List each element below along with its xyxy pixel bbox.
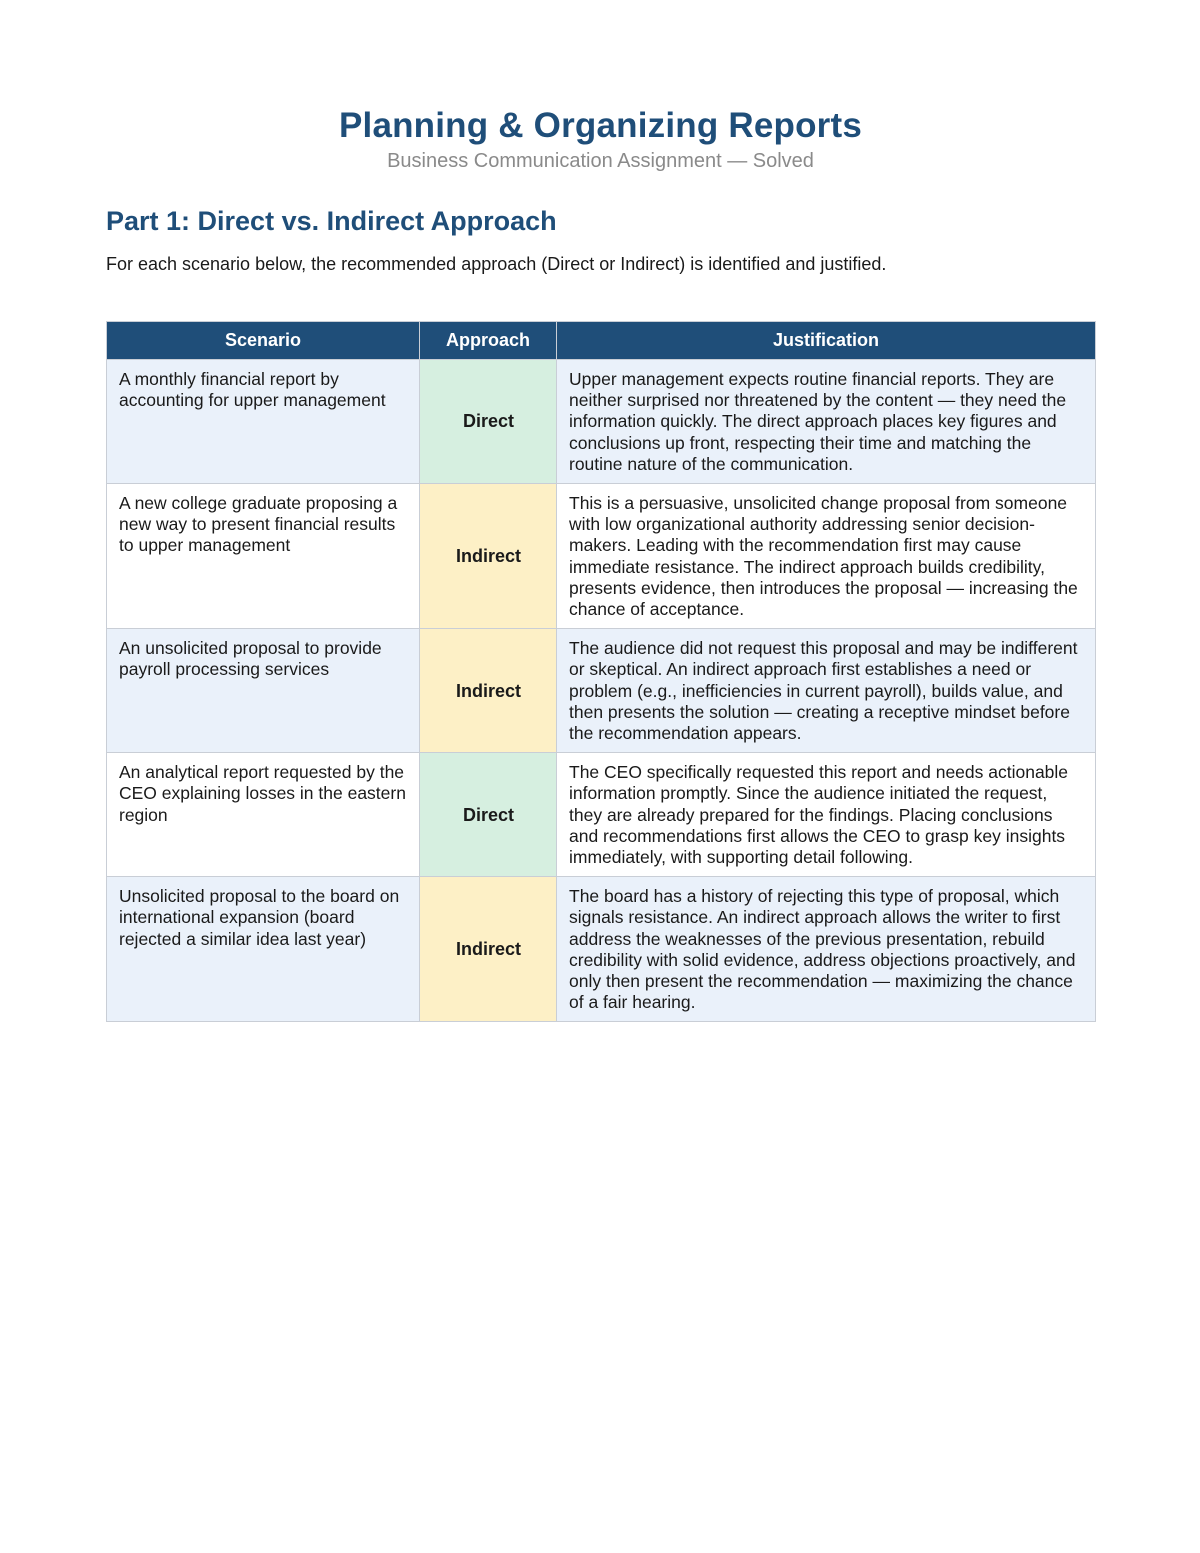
approach-cell-indirect: Indirect xyxy=(420,484,557,629)
column-header-approach: Approach xyxy=(420,322,557,360)
column-header-scenario: Scenario xyxy=(107,322,420,360)
scenario-cell: A monthly financial report by accounting for upper management xyxy=(107,360,420,484)
justification-cell: The board has a history of rejecting this type of proposal, which signals resistance. An indirect approach allows the writer to first address the weaknesses of the previous presentation, rebuild credibility with solid evidence, address objections proactively, and only then present the recommendation — maximizing the chance of a fair hearing. xyxy=(557,877,1096,1022)
justification-cell: This is a persuasive, unsolicited change proposal from someone with low organizational authority addressing senior decision-makers. Leading with the recommendation first may cause immediate resistance. The indirect approach builds credibility, presents evidence, then introduces the proposal — increasing the chance of acceptance. xyxy=(557,484,1096,629)
table-header-row xyxy=(107,322,1096,360)
approach-cell-indirect: Indirect xyxy=(420,629,557,753)
scenario-cell: An unsolicited proposal to provide payroll processing services xyxy=(107,629,420,753)
approach-cell-direct: Direct xyxy=(420,360,557,484)
scenario-cell: A new college graduate proposing a new way to present financial results to upper management xyxy=(107,484,420,629)
scenario-cell: An analytical report requested by the CEO explaining losses in the eastern region xyxy=(107,753,420,877)
table-row xyxy=(107,360,1096,484)
justification-cell: Upper management expects routine financial reports. They are neither surprised nor threatened by the content — they need the information quickly. The direct approach places key figures and conclusions up front, respecting their time and matching the routine nature of the communication. xyxy=(557,360,1096,484)
table-row xyxy=(107,753,1096,877)
table-row xyxy=(107,629,1096,753)
section-heading-part1: Part 1: Direct vs. Indirect Approach xyxy=(106,206,557,236)
table-row xyxy=(107,484,1096,629)
table-row xyxy=(107,877,1096,1022)
justification-cell: The CEO specifically requested this report and needs actionable information promptly. Since the audience initiated the request, they are already prepared for the findings. Placing conclusions and recommendations first allows the CEO to grasp key insights immediately, with supporting detail following. xyxy=(557,753,1096,877)
approach-table xyxy=(106,321,1096,1022)
section-intro: For each scenario below, the recommended approach (Direct or Indirect) is identified and justified. xyxy=(106,254,887,274)
scenario-cell: Unsolicited proposal to the board on international expansion (board rejected a similar idea last year) xyxy=(107,877,420,1022)
page-title: Planning & Organizing Reports xyxy=(338,106,863,145)
approach-cell-indirect: Indirect xyxy=(420,877,557,1022)
approach-cell-direct: Direct xyxy=(420,753,557,877)
justification-cell: The audience did not request this proposal and may be indifferent or skeptical. An indirect approach first establishes a need or problem (e.g., inefficiencies in current payroll), builds value, and then presents the solution — creating a receptive mindset before the recommendation appears. xyxy=(557,629,1096,753)
column-header-justification: Justification xyxy=(557,322,1096,360)
page-subtitle: Business Communication Assignment — Solved xyxy=(387,150,814,172)
